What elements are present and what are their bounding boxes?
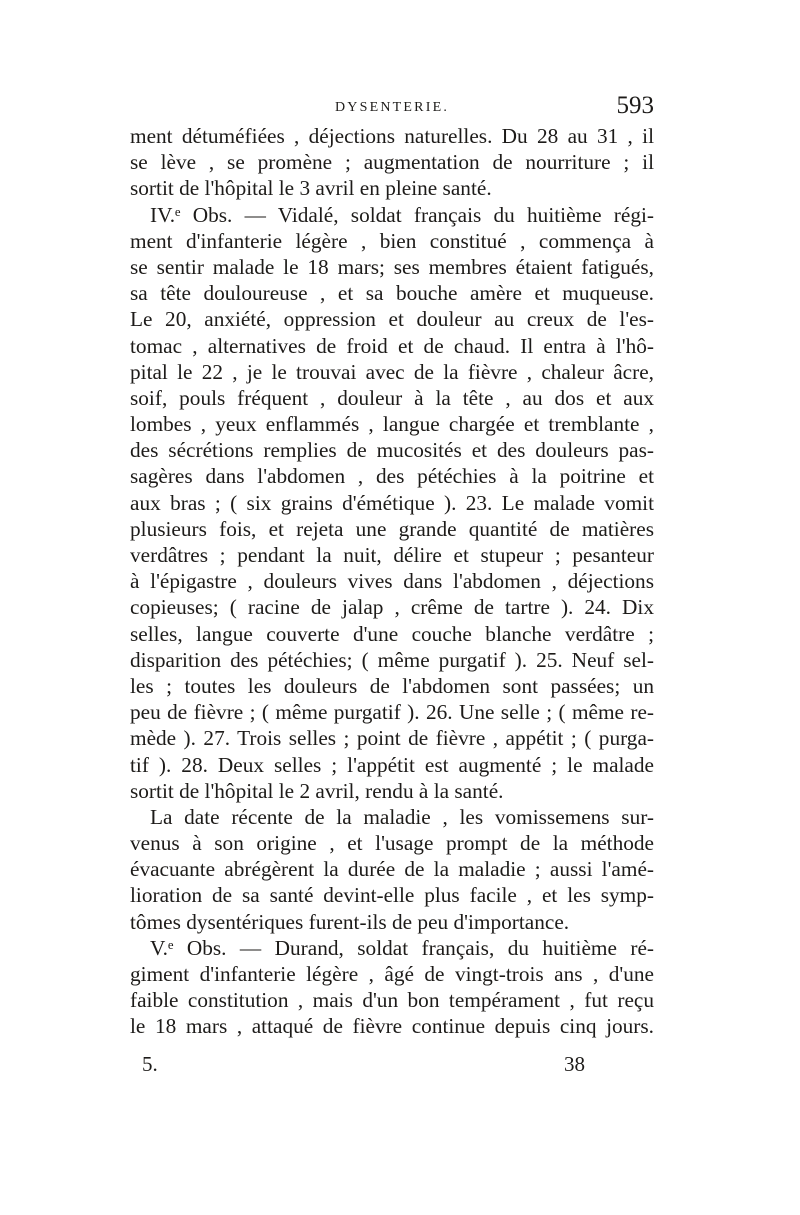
text-line: tômes dysentériques furent-ils de peu d'importance. — [130, 909, 570, 934]
text-line: sortit de l'hôpital le 2 avril, rendu à la santé. — [130, 778, 504, 803]
body-text — [130, 123, 654, 1040]
text-line: se lève , se promène ; augmentation de nourriture ; il — [130, 150, 654, 175]
text-line: V.ᵉ Obs. — Durand, soldat français, du huitième ré- — [150, 935, 654, 960]
text-line: lioration de sa santé devint-elle plus facile , et les symp- — [130, 883, 654, 908]
text-line: copieuses; ( racine de jalap , crême de tartre ). 24. Dix — [130, 595, 654, 620]
text-line: La date récente de la maladie , les vomissemens sur- — [150, 804, 654, 829]
text-line: mède ). 27. Trois selles ; point de fièvre , appétit ; ( purga- — [130, 726, 654, 751]
text-line: plusieurs fois, et rejeta une grande quantité de matières — [130, 516, 654, 541]
text-line: peu de fièvre ; ( même purgatif ). 26. Une selle ; ( même re- — [130, 700, 654, 725]
text-line: IV.ᵉ Obs. — Vidalé, soldat français du huitième régi- — [150, 202, 654, 227]
text-line: soif, pouls fréquent , douleur à la tête , au dos et aux — [130, 385, 654, 410]
text-line: tomac , alternatives de froid et de chaud. Il entra à l'hô- — [130, 333, 654, 358]
sheet-number: 38 — [564, 1052, 585, 1076]
text-line: se sentir malade le 18 mars; ses membres étaient fatigués, — [130, 254, 654, 279]
text-line: évacuante abrégèrent la durée de la maladie ; aussi l'amé- — [130, 857, 654, 882]
text-line: venus à son origine , et l'usage prompt de la méthode — [130, 831, 654, 856]
text-line: Le 20, anxiété, oppression et douleur au creux de l'es- — [130, 307, 654, 332]
text-line: ment d'infanterie légère , bien constitué , commença à — [130, 228, 654, 253]
text-line: pital le 22 , je le trouvai avec de la fièvre , chaleur âcre, — [130, 359, 654, 384]
text-line: le 18 mars , attaqué de fièvre continue depuis cinq jours. — [130, 1014, 654, 1039]
text-line: ment détuméfiées , déjections naturelles. Du 28 au 31 , il — [130, 124, 654, 148]
text-line: giment d'infanterie légère , âgé de vingt-trois ans , d'une — [130, 962, 654, 986]
text-line: selles, langue couverte d'une couche blanche verdâtre ; — [130, 621, 654, 646]
text-line: sortit de l'hôpital le 3 avril en pleine santé. — [130, 176, 492, 201]
page-number: 593 — [616, 92, 654, 119]
page-header — [130, 92, 654, 126]
running-head: DYSENTERIE. — [335, 100, 450, 115]
text-line: à l'épigastre , douleurs vives dans l'abdomen , déjections — [130, 569, 654, 594]
text-line: des sécrétions remplies de mucosités et des douleurs pas- — [130, 438, 654, 463]
page-footer — [130, 1052, 654, 1080]
text-line: lombes , yeux enflammés , langue chargée et tremblante , — [130, 412, 654, 437]
text-line: les ; toutes les douleurs de l'abdomen sont passées; un — [130, 673, 654, 698]
text-line: sagères dans l'abdomen , des pétéchies à la poitrine et — [130, 464, 654, 489]
text-line: sa tête douloureuse , et sa bouche amère et muqueuse. — [130, 281, 654, 306]
text-line: faible constitution , mais d'un bon tempérament , fut reçu — [130, 988, 654, 1013]
text-line: aux bras ; ( six grains d'émétique ). 23. Le malade vomit — [130, 490, 654, 515]
signature-mark: 5. — [142, 1052, 158, 1076]
text-line: tif ). 28. Deux selles ; l'appétit est augmenté ; le malade — [130, 752, 654, 777]
text-line: verdâtres ; pendant la nuit, délire et stupeur ; pesanteur — [130, 543, 654, 567]
text-line: disparition des pétéchies; ( même purgatif ). 25. Neuf sel- — [130, 647, 654, 672]
